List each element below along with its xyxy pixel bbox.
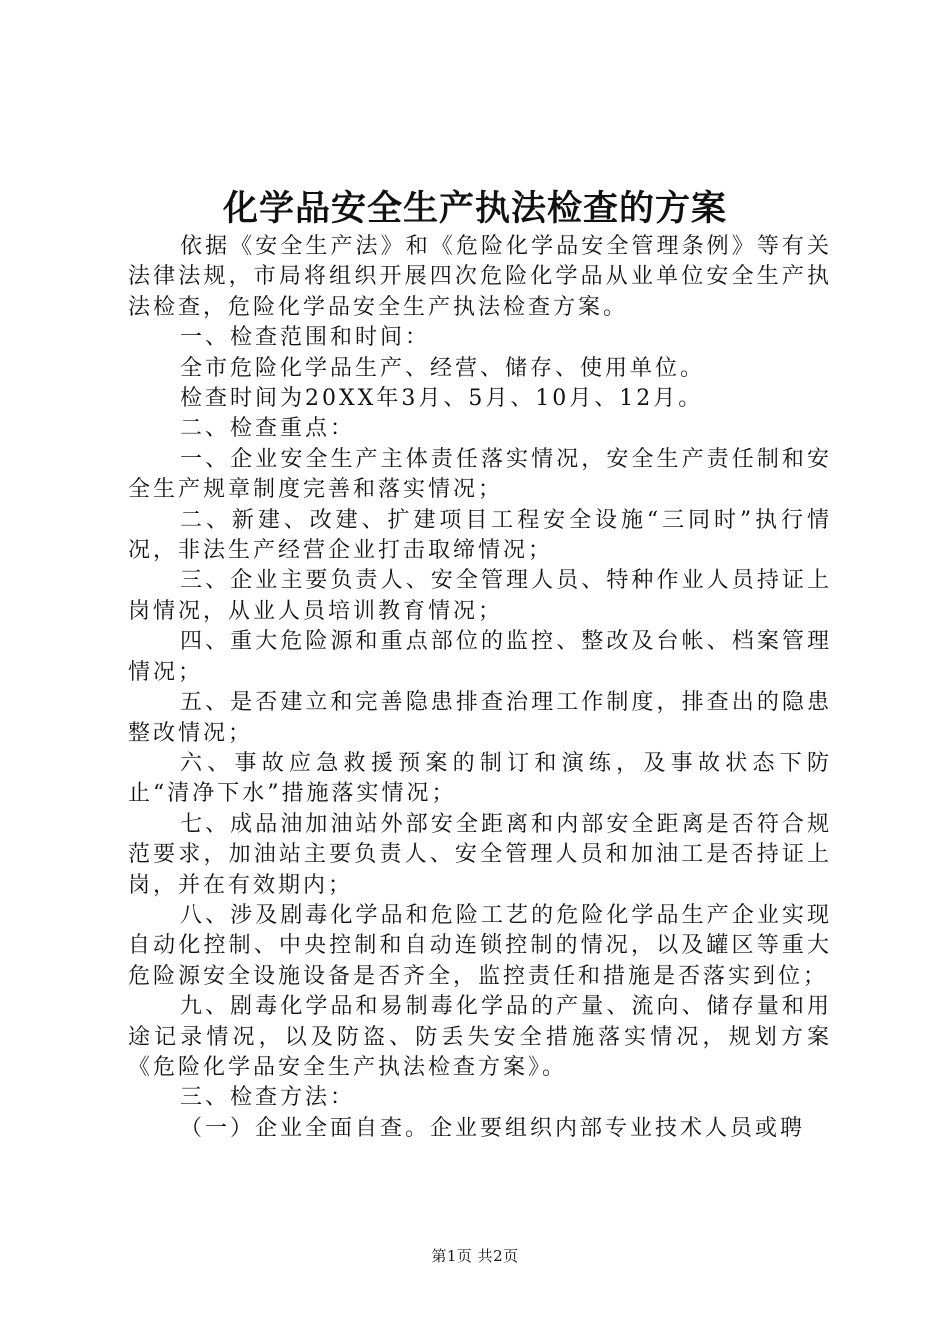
page-footer: 第1页 共2页 bbox=[431, 1247, 519, 1265]
section-heading: 一、检查范围和时间： bbox=[180, 325, 431, 351]
section-heading: 三、检查方法： bbox=[180, 1085, 356, 1111]
list-item: 九、剧毒化学品和易制毒化学品的产量、流向、储存量和用途记录情况，以及防盗、防丢失安全措施落实情况，规划方案《危险化学品安全生产执法检查方案》。 bbox=[128, 994, 832, 1080]
document-title: 化学品安全生产执法检查的方案 bbox=[222, 188, 727, 229]
paragraph: 检查时间为20XX年3月、5月、10月、12月。 bbox=[180, 386, 704, 412]
list-item: 五、是否建立和完善隐患排查治理工作制度，排查出的隐患整改情况； bbox=[128, 690, 832, 746]
list-item: 七、成品油加油站外部安全距离和内部安全距离是否符合规范要求，加油站主要负责人、安全管理人员和加油工是否持证上岗，并在有效期内； bbox=[128, 811, 832, 898]
list-item: 六、事故应急救援预案的制订和演练，及事故状态下防止“清净下水”措施落实情况； bbox=[128, 750, 832, 807]
paragraph: （一）企业全面自查。企业要组织内部专业技术人员或聘 bbox=[180, 1115, 806, 1141]
paragraph: 全市危险化学品生产、经营、储存、使用单位。 bbox=[180, 355, 706, 381]
list-item: 三、企业主要负责人、安全管理人员、特种作业人员持证上岗情况，从业人员培训教育情况； bbox=[128, 568, 832, 624]
list-item: 八、涉及剧毒化学品和危险工艺的危险化学品生产企业实现自动化控制、中央控制和自动连锁控制的情况，以及罐区等重大危险源安全设施设备是否齐全，监控责任和措施是否落实到位； bbox=[128, 902, 832, 989]
paragraph: 依据《安全生产法》和《危险化学品安全管理条例》等有关法律法规，市局将组织开展四次危险化学品从业单位安全生产执法检查，危险化学品安全生产执法检查方案。 bbox=[128, 234, 832, 320]
list-item: 一、企业安全生产主体责任落实情况，安全生产责任制和安全生产规章制度完善和落实情况； bbox=[128, 446, 832, 503]
list-item: 二、新建、改建、扩建项目工程安全设施“三同时”执行情况，非法生产经营企业打击取缔情况； bbox=[128, 507, 832, 564]
document-body bbox=[128, 232, 832, 1144]
list-item: 四、重大危险源和重点部位的监控、整改及台帐、档案管理情况； bbox=[128, 629, 832, 685]
section-heading: 二、检查重点： bbox=[180, 416, 356, 442]
